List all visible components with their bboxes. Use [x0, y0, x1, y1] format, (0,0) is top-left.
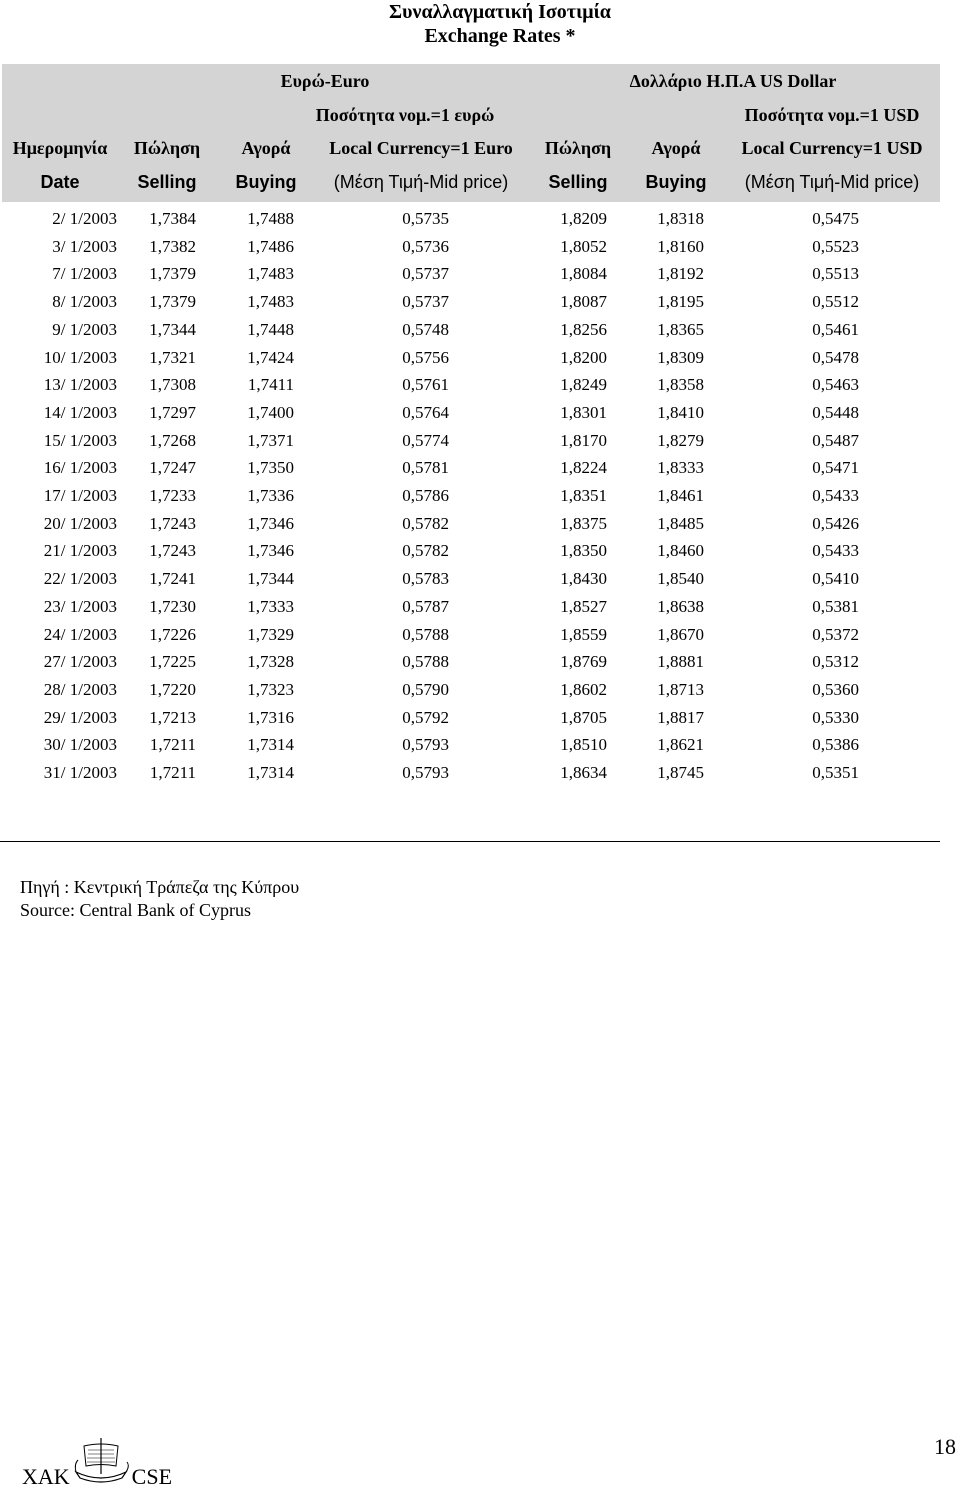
- euro-buying-cell: 1,7344: [247, 569, 294, 589]
- page-number: 18: [934, 1434, 956, 1459]
- usd-buying-cell: 1,8309: [657, 347, 704, 367]
- euro-selling-cell: 1,7213: [149, 707, 196, 727]
- euro-mid-price-cell: 0,5737: [402, 264, 449, 284]
- usd-selling-cell: 1,8769: [560, 652, 607, 672]
- euro-selling-cell: 1,7211: [149, 763, 196, 782]
- date-header-en: Date: [40, 172, 80, 192]
- euro-selling-cell: 1,7344: [149, 319, 196, 339]
- euro-mid-price-cell: 0,5790: [402, 679, 449, 699]
- euro-buying-cell: 1,7411: [247, 375, 294, 395]
- source-greek: Πηγή : Κεντρική Τράπεζα της Κύπρου: [20, 877, 300, 897]
- usd-selling-cell: 1,8602: [560, 679, 607, 699]
- date-cell: 15/ 1/2003: [43, 430, 117, 450]
- table-row: [0, 513, 960, 535]
- usd-buying-cell: 1,8460: [657, 541, 704, 561]
- usd-mid-price-cell: 0,5478: [812, 347, 859, 367]
- usd-buying-header-en: Buying: [645, 172, 707, 192]
- table-header: [2, 64, 940, 202]
- euro-selling-header-gr: Πώληση: [133, 138, 201, 158]
- usd-buying-cell: 1,8540: [657, 569, 704, 589]
- usd-mid-price-cell: 0,5513: [812, 264, 859, 284]
- date-cell: 30/ 1/2003: [43, 735, 117, 755]
- date-cell: 22/ 1/2003: [43, 569, 117, 589]
- usd-mid-price-cell: 0,5312: [812, 652, 859, 672]
- usd-mid-price-cell: 0,5433: [812, 541, 859, 561]
- euro-mid-price-cell: 0,5774: [402, 430, 449, 450]
- euro-buying-cell: 1,7346: [247, 513, 294, 533]
- usd-selling-cell: 1,8249: [560, 375, 607, 395]
- table-row: [0, 374, 960, 396]
- euro-mid-price-cell: 0,5792: [402, 707, 449, 727]
- table-row: [0, 208, 960, 230]
- usd-mid-price-cell: 0,5512: [812, 292, 859, 312]
- date-cell: 23/ 1/2003: [43, 596, 117, 616]
- usd-buying-cell: 1,8365: [657, 319, 704, 339]
- date-cell: 3/ 1/2003: [52, 236, 117, 256]
- euro-buying-cell: 1,7483: [247, 264, 294, 284]
- usd-selling-cell: 1,8087: [560, 292, 607, 312]
- euro-buying-cell: 1,7323: [247, 679, 294, 699]
- usd-buying-cell: 1,8461: [657, 486, 704, 505]
- euro-buying-cell: 1,7350: [247, 458, 294, 478]
- usd-selling-cell: 1,8170: [560, 430, 607, 450]
- euro-buying-header-en: Buying: [235, 172, 297, 192]
- table-row: [0, 402, 960, 424]
- usd-buying-cell: 1,8333: [657, 458, 704, 478]
- date-cell: 2/ 1/2003: [52, 209, 117, 228]
- usd-selling-cell: 1,8256: [560, 319, 607, 339]
- table-row: [0, 540, 960, 562]
- euro-selling-cell: 1,7379: [149, 292, 196, 312]
- usd-buying-cell: 1,8358: [657, 375, 704, 395]
- usd-selling-header-en: Selling: [548, 172, 608, 192]
- table-row: [0, 236, 960, 258]
- euro-selling-cell: 1,7268: [149, 430, 196, 450]
- footer-logo: [22, 1434, 172, 1490]
- date-cell: 9/ 1/2003: [52, 319, 117, 339]
- date-cell: 27/ 1/2003: [43, 652, 117, 672]
- usd-selling-cell: 1,8084: [560, 264, 607, 284]
- euro-mid-price-cell: 0,5787: [402, 596, 449, 616]
- date-cell: 8/ 1/2003: [52, 292, 117, 312]
- euro-selling-cell: 1,7297: [149, 402, 196, 422]
- usd-buying-cell: 1,8745: [657, 763, 704, 782]
- table-row: [0, 624, 960, 646]
- date-cell: 28/ 1/2003: [43, 679, 117, 699]
- usd-selling-cell: 1,8559: [560, 624, 607, 644]
- table-row: [0, 596, 960, 618]
- page-subtitle: Exchange Rates *: [424, 25, 576, 47]
- euro-selling-cell: 1,7211: [149, 735, 196, 755]
- usd-buying-cell: 1,8318: [657, 209, 704, 228]
- usd-selling-cell: 1,8527: [560, 596, 607, 616]
- euro-selling-header-en: Selling: [137, 172, 197, 192]
- euro-mid-price-cell: 0,5764: [402, 402, 449, 422]
- usd-selling-cell: 1,8200: [560, 347, 607, 367]
- euro-selling-cell: 1,7233: [149, 486, 196, 505]
- usd-mid-price-cell: 0,5330: [812, 707, 859, 727]
- usd-buying-cell: 1,8881: [657, 652, 704, 672]
- euro-mid-price-cell: 0,5788: [402, 652, 449, 672]
- usd-buying-cell: 1,8713: [657, 679, 704, 699]
- table-row: [0, 568, 960, 590]
- euro-selling-cell: 1,7226: [149, 624, 196, 644]
- euro-selling-cell: 1,7243: [149, 541, 196, 561]
- table-row: [0, 291, 960, 313]
- euro-selling-cell: 1,7220: [149, 679, 196, 699]
- date-cell: 7/ 1/2003: [52, 264, 117, 284]
- euro-buying-cell: 1,7333: [247, 596, 294, 616]
- euro-mid-price-cell: 0,5793: [402, 735, 449, 755]
- footer-logo-text-left: XAK: [22, 1464, 70, 1489]
- usd-selling-cell: 1,8375: [560, 513, 607, 533]
- euro-quantity-header: Ποσότητα νομ.=1 ευρώ: [315, 105, 495, 125]
- usd-selling-cell: 1,8224: [560, 458, 607, 478]
- usd-buying-cell: 1,8192: [657, 264, 704, 284]
- table-row: [0, 485, 960, 507]
- table-row: [0, 651, 960, 673]
- euro-selling-cell: 1,7308: [149, 375, 196, 395]
- table-row: [0, 457, 960, 479]
- usd-mid-price-cell: 0,5463: [812, 375, 859, 395]
- euro-mid-price-cell: 0,5781: [402, 458, 449, 478]
- date-cell: 24/ 1/2003: [43, 624, 117, 644]
- table-row: [0, 762, 960, 784]
- usd-buying-cell: 1,8670: [657, 624, 704, 644]
- date-cell: 13/ 1/2003: [43, 375, 117, 395]
- euro-mid-price-cell: 0,5783: [402, 569, 449, 589]
- euro-mid-price-cell: 0,5735: [402, 209, 449, 228]
- euro-mid-price-cell: 0,5748: [402, 319, 449, 339]
- date-header-gr: Ημερομηνία: [12, 138, 108, 158]
- euro-selling-cell: 1,7379: [149, 264, 196, 284]
- usd-buying-cell: 1,8160: [657, 236, 704, 256]
- euro-local-header: Local Currency=1 Euro: [329, 138, 513, 158]
- euro-buying-cell: 1,7314: [247, 735, 294, 755]
- date-cell: 21/ 1/2003: [43, 541, 117, 561]
- euro-mid-price-header: (Μέση Τιμή-Mid price): [333, 172, 509, 192]
- euro-buying-cell: 1,7424: [247, 347, 294, 367]
- usd-mid-price-cell: 0,5433: [812, 486, 859, 505]
- usd-selling-cell: 1,8705: [560, 707, 607, 727]
- usd-mid-price-header: (Μέση Τιμή-Mid price): [744, 172, 920, 192]
- euro-buying-cell: 1,7486: [247, 236, 294, 256]
- table-row: [0, 319, 960, 341]
- usd-group-header: Δολλάριο Η.Π.Α US Dollar: [629, 71, 837, 91]
- usd-mid-price-cell: 0,5386: [812, 735, 859, 755]
- usd-buying-cell: 1,8638: [657, 596, 704, 616]
- usd-mid-price-cell: 0,5471: [812, 458, 859, 478]
- euro-buying-cell: 1,7488: [247, 209, 294, 228]
- euro-selling-cell: 1,7230: [149, 596, 196, 616]
- euro-selling-cell: 1,7382: [149, 236, 196, 256]
- usd-mid-price-cell: 0,5372: [812, 624, 859, 644]
- table-row: [0, 347, 960, 369]
- euro-mid-price-cell: 0,5782: [402, 541, 449, 561]
- table-row: [0, 263, 960, 285]
- table-row: [0, 679, 960, 701]
- table-row: [0, 430, 960, 452]
- euro-buying-cell: 1,7336: [247, 486, 294, 505]
- usd-mid-price-cell: 0,5410: [812, 569, 859, 589]
- usd-mid-price-cell: 0,5475: [812, 209, 859, 228]
- ship-icon: [72, 1434, 130, 1490]
- euro-selling-cell: 1,7241: [149, 569, 196, 589]
- euro-mid-price-cell: 0,5788: [402, 624, 449, 644]
- euro-buying-cell: 1,7314: [247, 763, 294, 782]
- euro-mid-price-cell: 0,5756: [402, 347, 449, 367]
- usd-quantity-header: Ποσότητα νομ.=1 USD: [744, 105, 920, 125]
- usd-buying-header-gr: Αγορά: [651, 138, 701, 158]
- euro-buying-cell: 1,7448: [247, 319, 294, 339]
- euro-selling-cell: 1,7247: [149, 458, 196, 478]
- usd-local-header: Local Currency=1 USD: [741, 138, 923, 158]
- date-cell: 31/ 1/2003: [43, 763, 117, 782]
- date-cell: 17/ 1/2003: [43, 486, 117, 505]
- euro-buying-cell: 1,7329: [247, 624, 294, 644]
- footer-logo-text-right: CSE: [131, 1464, 173, 1489]
- usd-mid-price-cell: 0,5360: [812, 679, 859, 699]
- usd-mid-price-cell: 0,5351: [812, 763, 859, 782]
- usd-buying-cell: 1,8410: [657, 402, 704, 422]
- euro-mid-price-cell: 0,5737: [402, 292, 449, 312]
- date-cell: 29/ 1/2003: [43, 707, 117, 727]
- euro-mid-price-cell: 0,5793: [402, 763, 449, 782]
- usd-selling-cell: 1,8430: [560, 569, 607, 589]
- usd-mid-price-cell: 0,5487: [812, 430, 859, 450]
- page-title: Συναλλαγματική Ισοτιμία: [389, 1, 611, 23]
- euro-mid-price-cell: 0,5761: [402, 375, 449, 395]
- source-english: Source: Central Bank of Cyprus: [20, 900, 251, 920]
- usd-mid-price-cell: 0,5523: [812, 236, 859, 256]
- usd-selling-cell: 1,8301: [560, 402, 607, 422]
- euro-buying-cell: 1,7316: [247, 707, 294, 727]
- euro-buying-header-gr: Αγορά: [241, 138, 291, 158]
- table-row: [0, 707, 960, 729]
- euro-buying-cell: 1,7346: [247, 541, 294, 561]
- date-cell: 10/ 1/2003: [43, 347, 117, 367]
- euro-buying-cell: 1,7371: [247, 430, 294, 450]
- usd-selling-cell: 1,8510: [560, 735, 607, 755]
- euro-mid-price-cell: 0,5782: [402, 513, 449, 533]
- euro-group-header: Ευρώ-Euro: [280, 71, 370, 91]
- date-cell: 14/ 1/2003: [43, 402, 117, 422]
- usd-mid-price-cell: 0,5426: [812, 513, 859, 533]
- euro-selling-cell: 1,7384: [149, 209, 196, 228]
- date-cell: 20/ 1/2003: [43, 513, 117, 533]
- euro-selling-cell: 1,7225: [149, 652, 196, 672]
- euro-selling-cell: 1,7321: [149, 347, 196, 367]
- euro-buying-cell: 1,7328: [247, 652, 294, 672]
- usd-selling-cell: 1,8350: [560, 541, 607, 561]
- usd-buying-cell: 1,8621: [657, 735, 704, 755]
- table-row: [0, 734, 960, 756]
- usd-selling-header-gr: Πώληση: [544, 138, 612, 158]
- usd-buying-cell: 1,8485: [657, 513, 704, 533]
- usd-mid-price-cell: 0,5381: [812, 596, 859, 616]
- usd-selling-cell: 1,8351: [560, 486, 607, 505]
- usd-selling-cell: 1,8634: [560, 763, 607, 782]
- usd-buying-cell: 1,8279: [657, 430, 704, 450]
- divider-line: [0, 841, 940, 842]
- euro-buying-cell: 1,7400: [247, 402, 294, 422]
- date-cell: 16/ 1/2003: [43, 458, 117, 478]
- usd-buying-cell: 1,8195: [657, 292, 704, 312]
- usd-selling-cell: 1,8209: [560, 209, 607, 228]
- usd-selling-cell: 1,8052: [560, 236, 607, 256]
- euro-buying-cell: 1,7483: [247, 292, 294, 312]
- usd-buying-cell: 1,8817: [657, 707, 704, 727]
- usd-mid-price-cell: 0,5448: [812, 402, 859, 422]
- usd-mid-price-cell: 0,5461: [812, 319, 859, 339]
- euro-mid-price-cell: 0,5786: [402, 486, 449, 505]
- euro-selling-cell: 1,7243: [149, 513, 196, 533]
- euro-mid-price-cell: 0,5736: [402, 236, 449, 256]
